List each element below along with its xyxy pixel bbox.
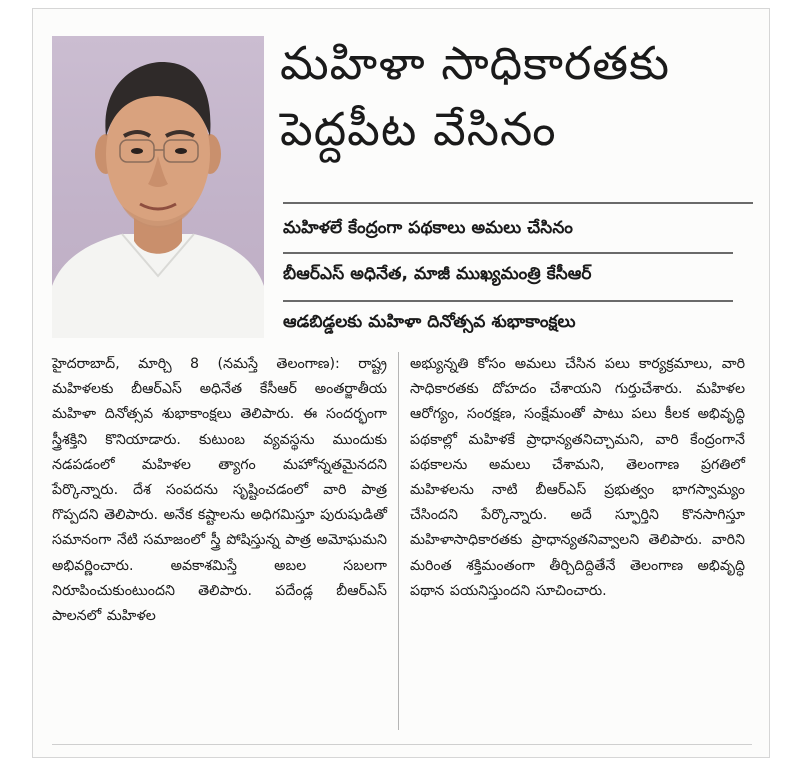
subhead-1: మహిళలే కేంద్రంగా పథకాలు అమలు చేసినం xyxy=(283,218,573,238)
subhead-rule-1 xyxy=(283,252,733,254)
headline-line-1: మహిళా సాధికారతకు xyxy=(280,36,671,90)
body-column-right: అభ్యున్నతి కోసం అమలు చేసిన పలు కార్యక్రమాలు, వారి సాధికారతకు దోహదం చేశాయని గుర్తుచేశారు. మహిళల ఆరోగ్యం, సంరక్షణ, సంక్షేమంతో పాటు పలు కీలక అభివృద్ధి పథకాల్లో మహిళకే ప్రాధాన్యతనిచ్చామని, వారి కేంద్రంగానే పథకాలను అమలు చేశామని, తెలంగాణ ప్రగతిలో మహిళలను నాటి బీఆర్ఎస్ ప్రభుత్వం భాగస్వామ్యం చేసిందని పేర్కొన్నారు. అదే స్ఫూర్తిని కొనసాగిస్తూ మహిళాసాధికారతకు ప్రాధాన్యతనివ్వాలని తెలిపారు. వారిని మరింత శక్తిమంతంగా తీర్చిదిద్దితేనే తెలంగాణ అభివృద్ధి పథాన పయనిస్తుందని సూచించారు. xyxy=(410,356,745,599)
bottom-border xyxy=(52,744,752,745)
column-divider xyxy=(398,352,399,730)
article-headline xyxy=(280,30,760,162)
headline-rule xyxy=(283,202,753,204)
subhead-2: బీఆర్ఎస్ అధినేత, మాజీ ముఖ్యమంత్రి కేసీఆర్ xyxy=(283,264,592,284)
subhead-3: ఆడబిడ్డలకు మహిళా దినోత్సవ శుభాకాంక్షలు xyxy=(283,312,576,332)
headline-line-2: పెద్దపీట వేసినం xyxy=(280,102,557,156)
subhead-rule-2 xyxy=(283,300,733,302)
article-body xyxy=(52,352,745,737)
body-column-left: హైదరాబాద్, మార్చి 8 (నమస్తే తెలంగాణ): రాష్ట్ర మహిళలకు బీఆర్ఎస్ అధినేత కేసీఆర్ అంతర్జాతీయ మహిళా దినోత్సవ శుభాకాంక్షలు తెలిపారు. ఈ సందర్భంగా స్త్రీశక్తిని కొనియాడారు. కుటుంబ వ్యవస్థను ముందుకు నడపడంలో మహిళల త్యాగం మహోన్నతమైనదని పేర్కొన్నారు. దేశ సంపదను సృష్టించడంలో వారి పాత్ర గొప్పదని తెలిపారు. అనేక కష్టాలను అధిగమిస్తూ పురుషుడితో సమానంగా నేటి సమాజంలో స్త్రీ పోషిస్తున్న పాత్ర అమోఘమని అభివర్ణించారు. అవకాశమిస్తే అబల సబలగా నిరూపించుకుంటుందని తెలిపారు. పదేండ్ల బీఆర్ఎస్ పాలనలో మహిళల xyxy=(52,356,387,625)
portrait-photo xyxy=(52,36,264,338)
